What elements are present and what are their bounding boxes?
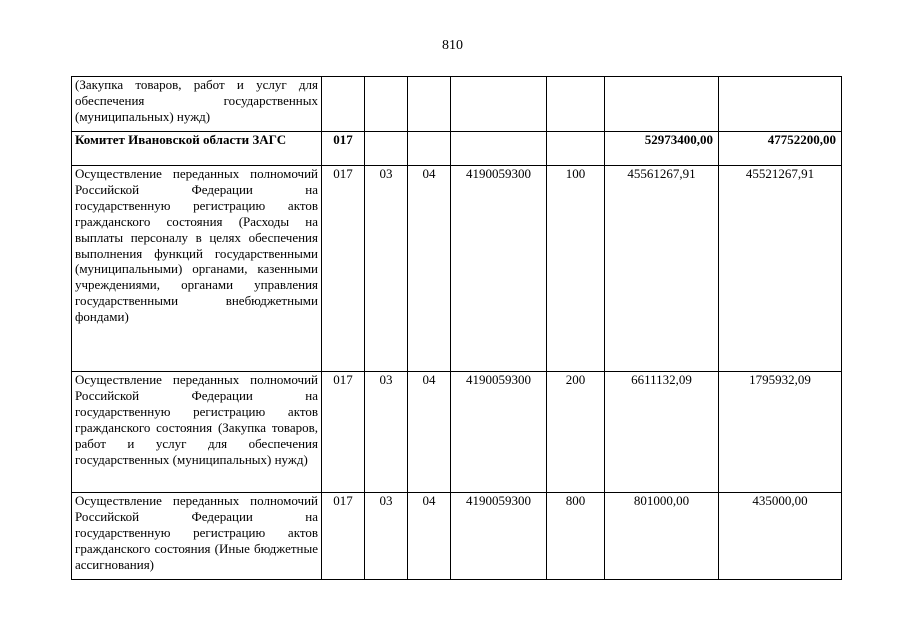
table-row xyxy=(72,372,842,493)
subsection-code: 04 xyxy=(408,493,451,580)
table-row xyxy=(72,493,842,580)
table-row xyxy=(72,132,842,166)
expense-type-code: 100 xyxy=(547,166,605,372)
amount-year-2 xyxy=(719,77,842,132)
amount-year-2: 1795932,09 xyxy=(719,372,842,493)
section-code xyxy=(365,77,408,132)
page-number: 810 xyxy=(442,38,463,53)
amount-year-1: 52973400,00 xyxy=(605,132,719,166)
table-row xyxy=(72,77,842,132)
table-row xyxy=(72,166,842,372)
amount-year-1: 45561267,91 xyxy=(605,166,719,372)
amount-year-2: 45521267,91 xyxy=(719,166,842,372)
section-code: 03 xyxy=(365,166,408,372)
ministry-code: 017 xyxy=(322,132,365,166)
target-code xyxy=(451,77,547,132)
ministry-code: 017 xyxy=(322,493,365,580)
expense-type-code: 200 xyxy=(547,372,605,493)
section-code: 03 xyxy=(365,372,408,493)
section-code: 03 xyxy=(365,493,408,580)
ministry-code xyxy=(322,77,365,132)
target-code: 4190059300 xyxy=(451,493,547,580)
subsection-code: 04 xyxy=(408,372,451,493)
expense-type-code xyxy=(547,132,605,166)
row-name: Осуществление переданных полномочий Российской Федерации на государственную регистрацию актов гражданского состояния (Закупка товаров, работ и услуг для обеспечения государственных (муниципальных) нужд) xyxy=(72,372,322,493)
amount-year-1 xyxy=(605,77,719,132)
subsection-code xyxy=(408,77,451,132)
row-name: Комитет Ивановской области ЗАГС xyxy=(72,132,322,166)
row-name: Осуществление переданных полномочий Российской Федерации на государственную регистрацию актов гражданского состояния (Расходы на выплаты персоналу в целях обеспечения выполнения функций государственными (муниципальными) органами, казенными учреждениями, органами управления государственными внебюджетными фондами) xyxy=(72,166,322,372)
amount-year-1: 6611132,09 xyxy=(605,372,719,493)
section-code xyxy=(365,132,408,166)
amount-year-2: 435000,00 xyxy=(719,493,842,580)
row-name: Осуществление переданных полномочий Российской Федерации на государственную регистрацию актов гражданского состояния (Иные бюджетные ассигнования) xyxy=(72,493,322,580)
expense-type-code: 800 xyxy=(547,493,605,580)
expense-type-code xyxy=(547,77,605,132)
ministry-code: 017 xyxy=(322,166,365,372)
target-code xyxy=(451,132,547,166)
target-code: 4190059300 xyxy=(451,166,547,372)
subsection-code: 04 xyxy=(408,166,451,372)
budget-table xyxy=(71,76,842,580)
subsection-code xyxy=(408,132,451,166)
row-name: (Закупка товаров, работ и услуг для обеспечения государственных (муниципальных) нужд) xyxy=(72,77,322,132)
amount-year-2: 47752200,00 xyxy=(719,132,842,166)
target-code: 4190059300 xyxy=(451,372,547,493)
ministry-code: 017 xyxy=(322,372,365,493)
amount-year-1: 801000,00 xyxy=(605,493,719,580)
